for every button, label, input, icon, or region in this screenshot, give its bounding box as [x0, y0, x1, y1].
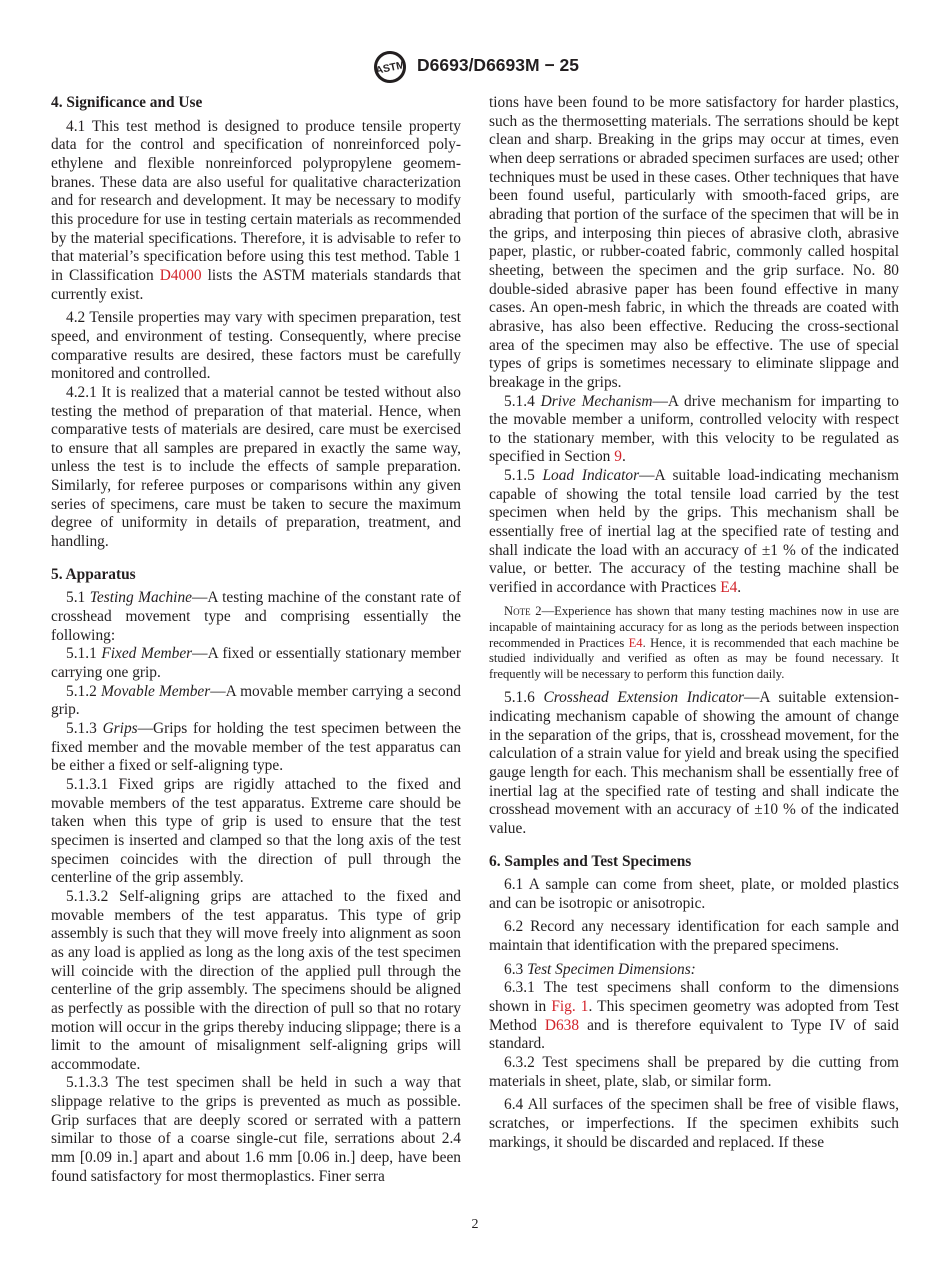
- paragraph-6-3-2: 6.3.2 Test specimens shall be prepared by die cutting from materials in sheet, plate, slab, or similar form.: [489, 1054, 899, 1090]
- section-6-heading: 6. Samples and Test Specimens: [489, 852, 692, 870]
- page-header: [0, 50, 950, 86]
- section-5-heading: 5. Apparatus: [51, 565, 136, 583]
- paragraph-5-1-3-1: 5.1.3.1 Fixed grips are rigidly attached to the fixed and movable members of the test apparatus. Extreme care should be taken when this type of grip is used to ensure that the test specimen is inserted and clamped so that the long axis of the test specimen coincides with the direction of pull through the centerline of the grip assembly.: [51, 775, 461, 887]
- paragraph-5-1-3-3-continued: tions have been found to be more satisfactory for harder plastics, such as the thermosetting materials. The serrations should be kept clean and sharp. Breaking in the grips may occur at times, even when deep serrations or abraded specimen surfaces are used; other techniques must be used in these cases. Other techniques that have been found useful, particularly with smooth-faced grips, are abrading that portion of the surface of the specimen that will be in the grips, and interposing thin pieces of abrasive cloth, abrasive paper, plastic, or rubber-coated fabric, commonly called hospital sheeting, between the specimen and the grip surface. No. 80 double-sided abrasive paper has been found effective in many cases. An open-mesh fabric, in which the threads are coated with abrasive, has also been effective. Reducing the cross-sectional area of the specimen may also be effective. The use of special types of grips is sometimes necessary to eliminate slippage and breakage in the grips.: [489, 94, 899, 391]
- note-e4-link[interactable]: E4: [628, 635, 643, 650]
- paragraph-5-1-3-2: 5.1.3.2 Self-aligning grips are attached to the fixed and movable members of the test apparatus. This type of grip assembly is such that they will move freely into alignment as soon as any load is applied as long as the long axis of the test specimen will coincide with the direction of the applied pull through the centerline of the grip assembly. The specimens should be aligned as perfectly as possible with the direction of pull so that no rotary motion will occur in the grips thereby inducing slippage; there is a limit to the amount of misalignment self-aligning grips will accommodate.: [51, 887, 461, 1073]
- paragraph-6-4: 6.4 All surfaces of the specimen shall be free of visible flaws, scratches, or imperfections. If the specimen exhibits such markings, it should be discarded and replaced. If these: [489, 1096, 899, 1151]
- paragraph-4-2: 4.2 Tensile properties may vary with specimen preparation, test speed, and environment of testing. Consequently, where precise comparative results are desired, these factors must be carefully monitored and controlled.: [51, 309, 461, 383]
- paragraph-5-1-5: 5.1.5 Load Indicator—A suitable load-indicating mechanism capable of showing the total tensile load carried by the test specimen when held by the grips. This mechanism shall be essentially free of inertial lag at the specified rate of testing and shall indicate the load with an accuracy of ±1 % of the indicated value, or better. The accuracy of the testing machine shall be verified in accordance with Practices E4.: [489, 467, 899, 597]
- paragraph-5-1-3: 5.1.3 Grips—Grips for holding the test specimen between the fixed member and the movable member of the test apparatus can be either a fixed or self-aligning type.: [51, 720, 461, 775]
- paragraph-5-1-2: 5.1.2 Movable Member—A movable member carrying a second grip.: [51, 682, 461, 719]
- section-9-link[interactable]: 9: [614, 448, 622, 466]
- section-4-heading: 4. Significance and Use: [51, 94, 203, 111]
- d4000-link[interactable]: D4000: [159, 266, 202, 284]
- paragraph-6-3-1: 6.3.1 The test specimens shall conform to the dimensions shown in Fig. 1. This specimen geometry was adopted from Test Method D638 and is therefore equivalent to Type IV of said standard.: [489, 979, 900, 1053]
- paragraph-5-1: 5.1 Testing Machine—A testing machine of the constant rate of crosshead movement type and comprising essentially the following:: [51, 589, 462, 644]
- paragraph-6-3: 6.3 Test Specimen Dimensions:: [504, 960, 696, 978]
- paragraph-4-2-1: 4.2.1 It is realized that a material cannot be tested without also testing the method of preparation of that material. Hence, when comparative tests of materials are desired, care must be exercised to ensure that all samples are prepared in exactly the same way, unless the test is to include the effects of sample preparation. Similarly, for referee purposes or comparisons within any given series of specimens, care must be taken to secure the maximum degree of uniformity in details of preparation, treatment, and handling.: [51, 383, 461, 551]
- note-2: Note 2—Experience has shown that many testing machines now in use are incapable of maintaining accuracy for as long as the periods between inspection recommended in Practices E4. Hence, it is recommended that each machine be studied individually and verified as often as may be found necessary. It frequently will be necessary to perform this function daily.: [489, 603, 900, 682]
- paragraph-5-1-4: 5.1.4 Drive Mechanism—A drive mechanism for imparting to the movable member a uniform, controlled velocity with respect to the stationary member, with this velocity to be regulated as specified in Section 9.: [489, 392, 899, 466]
- right-column: [489, 94, 899, 1152]
- left-column: [51, 94, 461, 1186]
- paragraph-4-1: 4.1 This test method is designed to produce tensile property data for the control and specification of nonreinforced polyethylene and flexible nonreinforced polypropylene geomembranes. These data are also useful for qualitative characterization and for research and development. It may be necessary to modify this procedure for use in testing certain materials as recommended by the material specifications. Therefore, it is advisable to refer to that material’s specification before using this test method. Table 1 in Classification D4000 lists the ASTM materials standards that currently exist.: [51, 117, 461, 303]
- astm-logo-icon: [371, 50, 409, 84]
- e4-link[interactable]: E4: [720, 579, 738, 597]
- astm-logo-text: ASTM: [374, 59, 407, 77]
- paragraph-5-1-1: 5.1.1 Fixed Member—A fixed or essentially stationary member carrying one grip.: [51, 645, 461, 682]
- paragraph-5-1-6: 5.1.6 Crosshead Extension Indicator—A suitable extension-indicating mechanism capable of showing the amount of change in the separation of the grips, that is, crosshead movement, for the calculation of a strain value for yield and break using the specified gauge length for each. This mechanism shall be essentially free of inertial lag at the specified rate of testing and shall indicate the crosshead movement with an accuracy of ±10 % of the indicated value.: [489, 689, 899, 837]
- paragraph-6-2: 6.2 Record any necessary identification for each sample and maintain that identification with the prepared specimens.: [489, 918, 899, 955]
- standard-designation: D6693/D6693M − 25: [417, 55, 579, 75]
- paragraph-5-1-3-3: 5.1.3.3 The test specimen shall be held in such a way that slippage relative to the grips is prevented as much as possible. Grip surfaces that are deeply scored or serrated with a pattern similar to those of a coarse single-cut file, serrations about 2.4 mm [0.09 in.] apart and about 1.6 mm [0.06 in.] deep, have been found satisfactory for most thermoplastics. Finer serra: [51, 1074, 461, 1185]
- d638-link[interactable]: D638: [544, 1016, 580, 1034]
- fig-1-link[interactable]: Fig. 1: [551, 998, 589, 1016]
- paragraph-6-1: 6.1 A sample can come from sheet, plate, or molded plastics and can be isotropic or anisotropic.: [489, 876, 899, 912]
- page-number: 2: [471, 1217, 479, 1232]
